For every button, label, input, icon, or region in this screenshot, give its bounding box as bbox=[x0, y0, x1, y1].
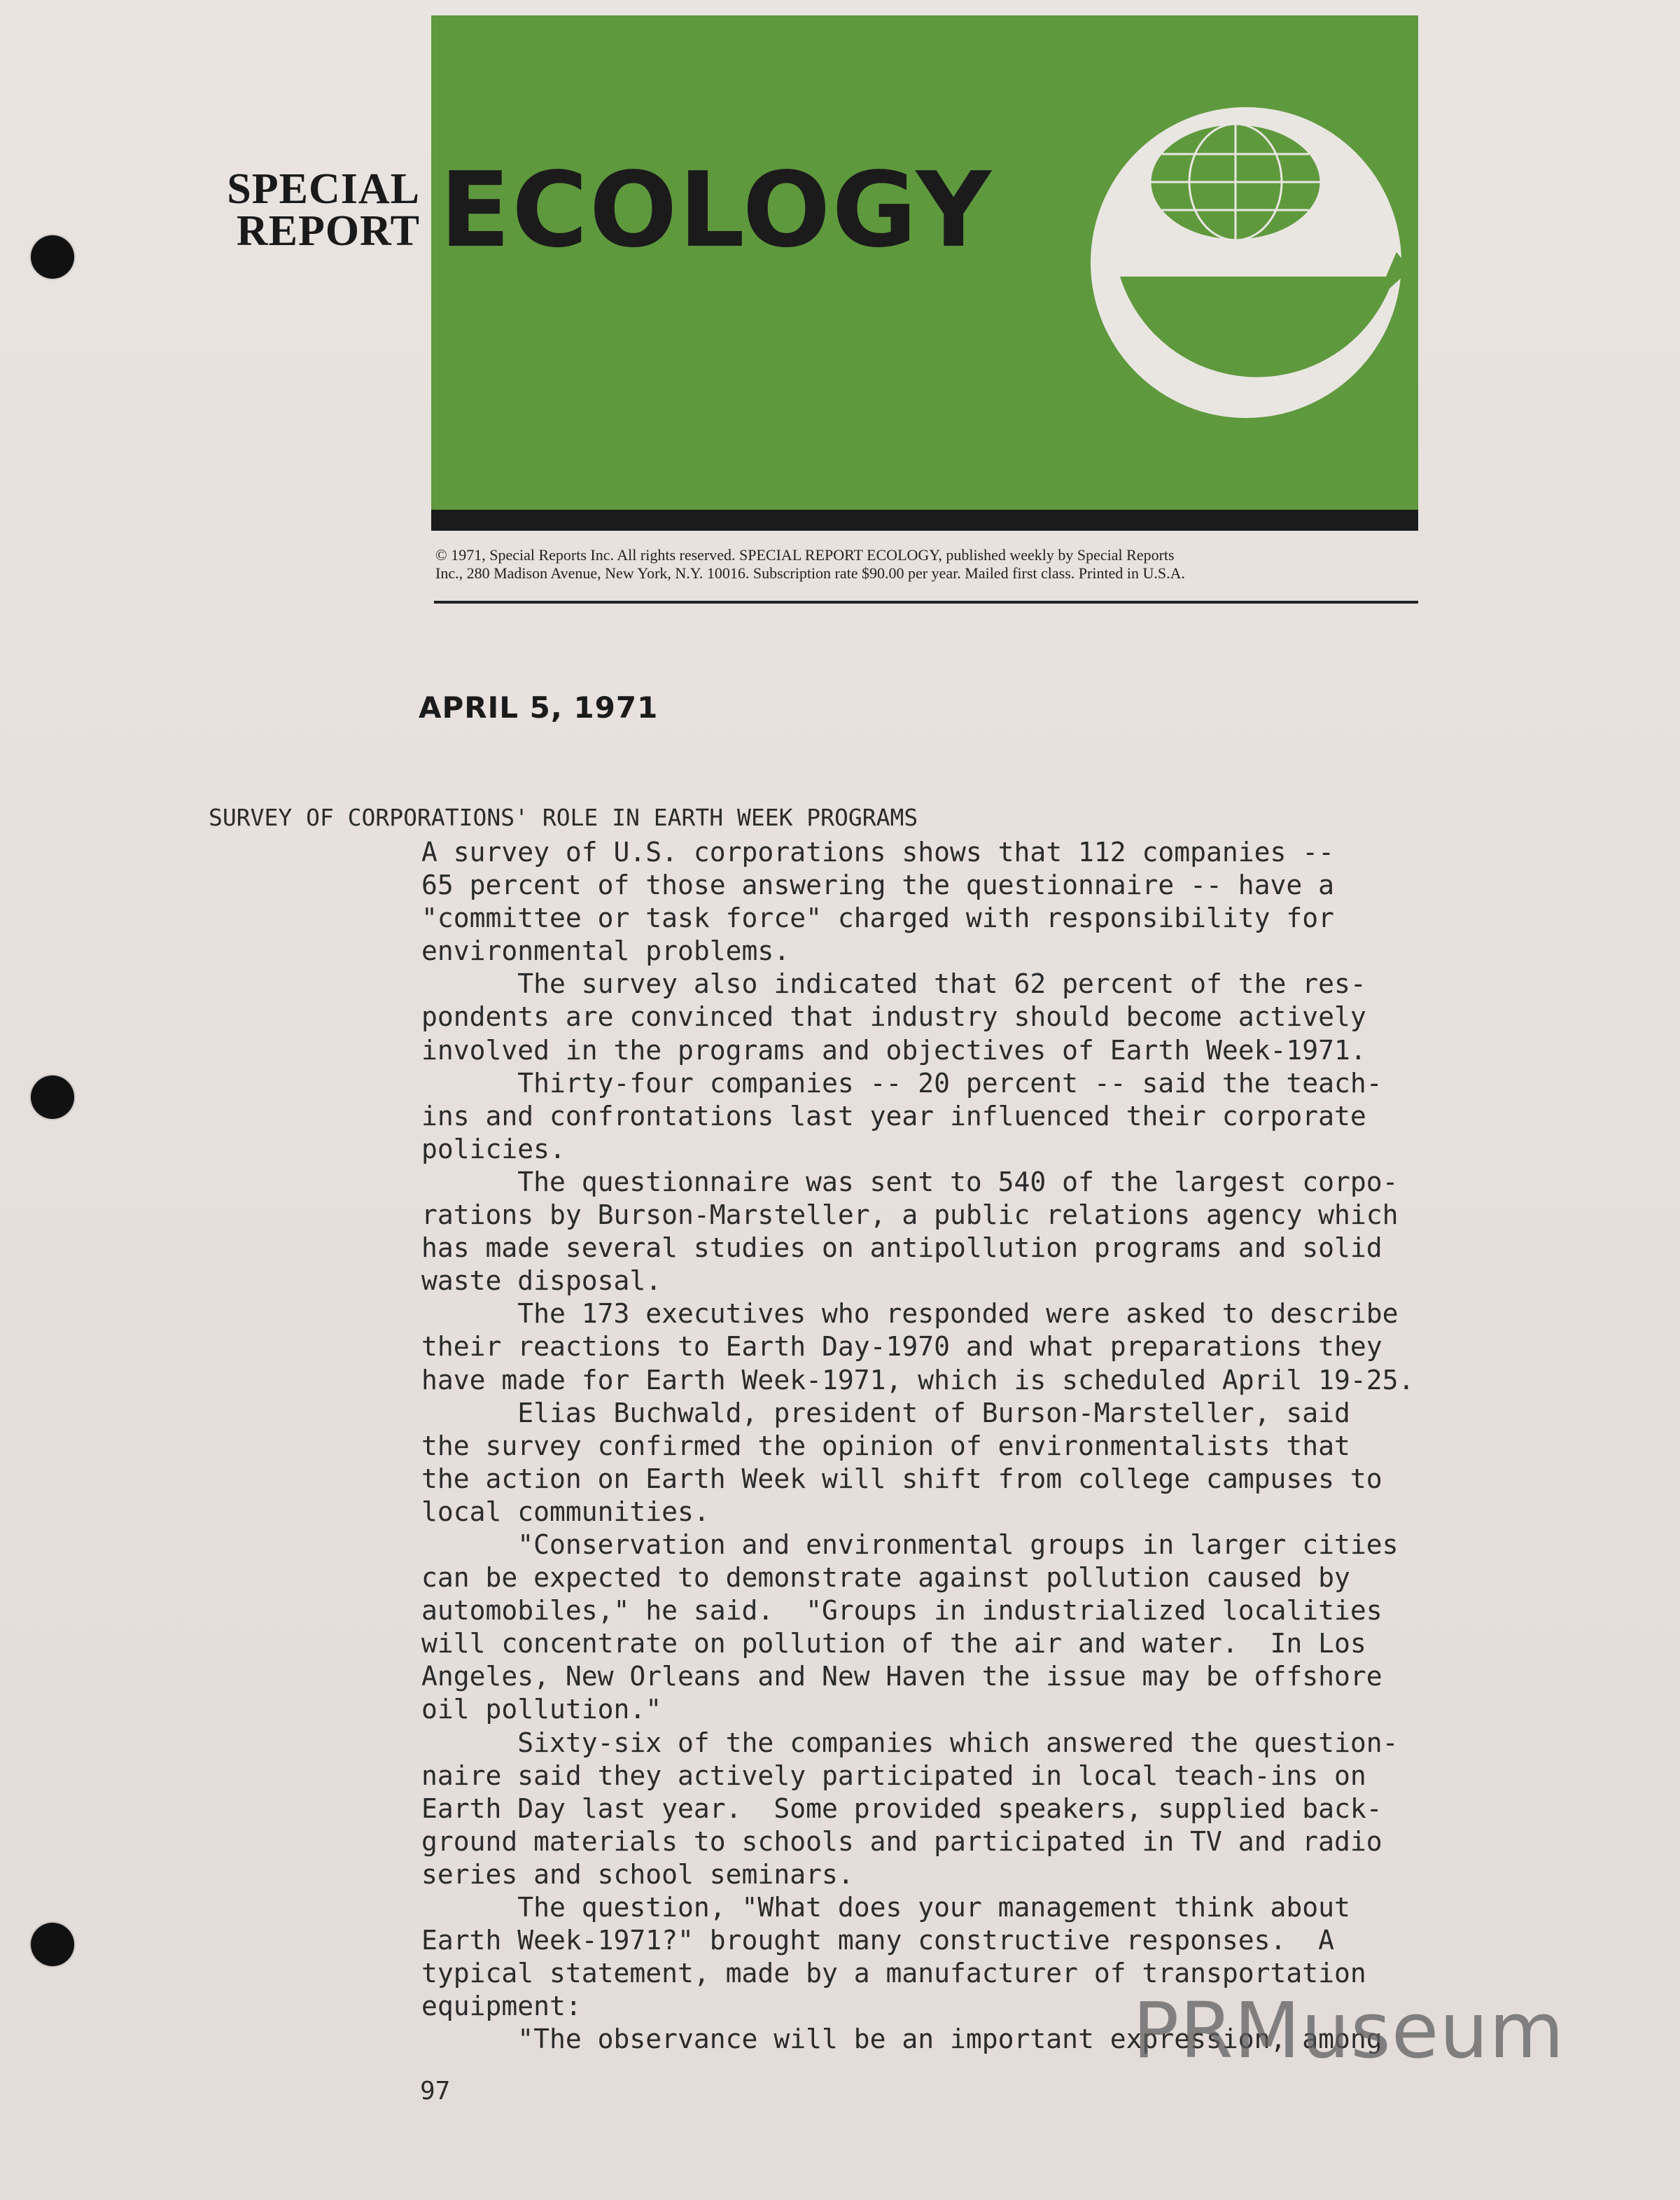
body-line: ins and confrontations last year influenced their corporate bbox=[421, 1100, 1366, 1132]
body-line: typical statement, made by a manufacturer of transportation bbox=[421, 1958, 1366, 1989]
body-line: "Conservation and environmental groups in larger cities bbox=[421, 1529, 1399, 1560]
special-report-label bbox=[210, 165, 420, 255]
copyright-line-1: © 1971, Special Reports Inc. All rights reserved. SPECIAL REPORT ECOLOGY, published weekly by Special Reports bbox=[435, 546, 1175, 564]
body-line: Thirty-four companies -- 20 percent -- said the teach- bbox=[421, 1067, 1382, 1099]
issue-date: APRIL 5, 1971 bbox=[419, 690, 659, 725]
prmuseum-watermark: PRMuseum bbox=[1133, 1986, 1565, 2075]
body-line: The question, "What does your management think about bbox=[421, 1892, 1350, 1923]
body-line: "The observance will be an important expression, among bbox=[421, 2024, 1382, 2055]
body-line: Angeles, New Orleans and New Haven the issue may be offshore bbox=[421, 1661, 1382, 1692]
article-headline: SURVEY OF CORPORATIONS' ROLE IN EARTH WEEK PROGRAMS bbox=[209, 804, 918, 831]
report-word: REPORT bbox=[236, 207, 420, 255]
body-line: The questionnaire was sent to 540 of the largest corpo- bbox=[421, 1166, 1399, 1197]
body-line: "committee or task force" charged with responsibility for bbox=[421, 903, 1335, 934]
special-word: SPECIAL bbox=[227, 165, 420, 213]
body-line: automobiles," he said. "Groups in industrialized localities bbox=[421, 1595, 1382, 1627]
punch-hole-middle bbox=[31, 1075, 74, 1119]
divider-rule bbox=[434, 601, 1418, 604]
body-line: has made several studies on antipollution programs and solid bbox=[421, 1232, 1382, 1264]
body-line: ground materials to schools and participated in TV and radio bbox=[421, 1825, 1382, 1857]
masthead-underbar bbox=[431, 510, 1418, 531]
page-number: 97 bbox=[420, 2077, 451, 2105]
body-line: local communities. bbox=[421, 1496, 710, 1527]
body-line: pondents are convinced that industry should become actively bbox=[421, 1001, 1366, 1033]
body-line: waste disposal. bbox=[421, 1265, 662, 1297]
body-line: the action on Earth Week will shift from college campuses to bbox=[421, 1463, 1382, 1494]
body-line: environmental problems. bbox=[421, 935, 790, 967]
body-line: Elias Buchwald, president of Burson-Marsteller, said bbox=[421, 1397, 1350, 1428]
publication-title: ECOLOGY bbox=[440, 150, 993, 270]
body-line: series and school seminars. bbox=[421, 1858, 854, 1890]
ecology-globe-logo-icon bbox=[1078, 105, 1414, 420]
body-line: Sixty-six of the companies which answered the question- bbox=[421, 1727, 1399, 1758]
punch-hole-bottom bbox=[31, 1923, 74, 1966]
body-line: naire said they actively participated in local teach-ins on bbox=[421, 1760, 1366, 1791]
body-line: involved in the programs and objectives of Earth Week-1971. bbox=[421, 1034, 1366, 1066]
punch-hole-top bbox=[31, 235, 74, 279]
body-line: have made for Earth Week-1971, which is scheduled April 19-25. bbox=[421, 1364, 1415, 1395]
body-line: 65 percent of those answering the questionnaire -- have a bbox=[421, 870, 1335, 901]
body-line: the survey confirmed the opinion of environmentalists that bbox=[421, 1430, 1350, 1461]
body-line: policies. bbox=[421, 1133, 566, 1164]
body-line: The 173 executives who responded were asked to describe bbox=[421, 1298, 1399, 1330]
body-line: The survey also indicated that 62 percent of the res- bbox=[421, 968, 1366, 1000]
body-line: equipment: bbox=[421, 1991, 582, 2022]
body-line: can be expected to demonstrate against pollution caused by bbox=[421, 1562, 1350, 1594]
body-line: rations by Burson-Marsteller, a public relations agency which bbox=[421, 1199, 1399, 1231]
article-body bbox=[421, 836, 1429, 2056]
copyright-notice bbox=[435, 546, 1418, 583]
body-line: oil pollution." bbox=[421, 1694, 662, 1725]
body-line: will concentrate on pollution of the air and water. In Los bbox=[421, 1628, 1366, 1659]
body-line: Earth Week-1971?" brought many constructive responses. A bbox=[421, 1925, 1335, 1956]
copyright-line-2: Inc., 280 Madison Avenue, New York, N.Y. 10016. Subscription rate $90.00 per year. Mailed first class. Printed in U.S.A. bbox=[435, 564, 1185, 582]
body-line: A survey of U.S. corporations shows that 112 companies -- bbox=[421, 837, 1335, 868]
body-line: their reactions to Earth Day-1970 and what preparations they bbox=[421, 1331, 1382, 1363]
body-line: Earth Day last year. Some provided speakers, supplied back- bbox=[421, 1792, 1382, 1824]
